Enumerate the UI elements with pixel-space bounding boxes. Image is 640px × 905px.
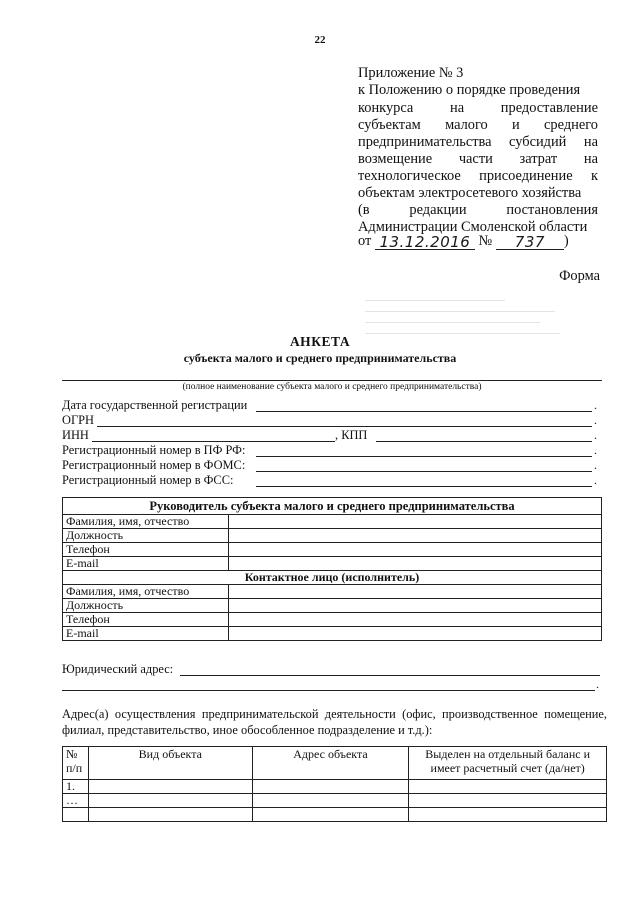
- table-row: [63, 808, 607, 822]
- head-section-header: Руководитель субъекта малого и среднего предпринимательства: [63, 498, 602, 515]
- pfr-label: Регистрационный номер в ПФ РФ:: [62, 443, 246, 457]
- contact-phone-label: Телефон: [63, 613, 229, 627]
- appendix-line: Администрации Смоленской области: [358, 219, 588, 235]
- appendix-line: возмещение части затрат на: [358, 151, 598, 167]
- objects-table: [62, 746, 607, 822]
- anketa-title: АНКЕТА: [289, 334, 351, 349]
- row-address[interactable]: [252, 794, 409, 808]
- appendix-line: конкурса на предоставление: [358, 100, 598, 116]
- row-type[interactable]: [88, 794, 252, 808]
- activity-address-text: Адрес(а) осуществления предпринимательской деятельности (офис, производственное помещение, филиал, представительство, иное обособленное подразделение и т.д.):: [62, 707, 607, 737]
- head-position-value[interactable]: [228, 529, 601, 543]
- handwritten-date: 13.12.2016: [379, 233, 471, 251]
- legal-address-field-2[interactable]: [62, 690, 595, 691]
- contact-email-label: E-mail: [63, 627, 229, 641]
- appendix-line: (в редакции постановления: [358, 202, 598, 218]
- foms-field[interactable]: [256, 471, 592, 472]
- contact-fio-value[interactable]: [228, 585, 601, 599]
- row-number: …: [63, 794, 89, 808]
- col-number-header: № п/п: [63, 747, 89, 780]
- kpp-label: , КПП: [335, 428, 368, 442]
- col-address-header: Адрес объекта: [252, 747, 409, 780]
- anketa-subtitle: субъекта малого и среднего предпринимательства: [183, 351, 457, 365]
- contact-phone-value[interactable]: [228, 613, 601, 627]
- contact-position-label: Должность: [63, 599, 229, 613]
- head-fio-value[interactable]: [228, 515, 601, 529]
- form-label: Форма: [559, 268, 600, 284]
- row-number: 1.: [63, 780, 89, 794]
- contact-email-value[interactable]: [228, 627, 601, 641]
- contacts-table: [62, 497, 602, 641]
- reg-date-field[interactable]: [256, 411, 592, 412]
- inn-label: ИНН: [62, 428, 89, 442]
- head-position-label: Должность: [63, 529, 229, 543]
- contact-fio-label: Фамилия, имя, отчество: [63, 585, 229, 599]
- page-number: 22: [314, 34, 326, 46]
- ogrn-field[interactable]: [97, 426, 592, 427]
- name-note: (полное наименование субъекта малого и среднего предпринимательства): [182, 382, 482, 392]
- appendix-line: субъектам малого и среднего: [358, 117, 598, 133]
- appendix-title: Приложение № 3: [358, 65, 464, 81]
- pfr-field[interactable]: [256, 456, 592, 457]
- legal-address-label: Юридический адрес:: [62, 662, 174, 676]
- col-type-header: Вид объекта: [88, 747, 252, 780]
- ogrn-label: ОГРН: [62, 413, 94, 427]
- legal-address-field[interactable]: [180, 675, 600, 676]
- appendix-line: технологическое присоединение к: [358, 168, 598, 184]
- head-fio-label: Фамилия, имя, отчество: [63, 515, 229, 529]
- contact-section-header: Контактное лицо (исполнитель): [63, 571, 602, 585]
- kpp-field[interactable]: [376, 441, 592, 442]
- head-email-value[interactable]: [228, 557, 601, 571]
- fss-label: Регистрационный номер в ФСС:: [62, 473, 234, 487]
- row-type[interactable]: [88, 780, 252, 794]
- appendix-line: объектам электросетевого хозяйства: [358, 185, 582, 201]
- handwritten-number: 737: [514, 233, 545, 251]
- inn-field[interactable]: [92, 441, 335, 442]
- table-row: [63, 780, 607, 794]
- appendix-line: к Положению о порядке проведения: [358, 82, 581, 98]
- row-balance[interactable]: [409, 794, 607, 808]
- head-phone-label: Телефон: [63, 543, 229, 557]
- appendix-date-line: от 13.12.2016 № 737 ): [358, 233, 569, 251]
- table-row: [63, 794, 607, 808]
- contact-position-value[interactable]: [228, 599, 601, 613]
- reg-date-label: Дата государственной регистрации: [62, 398, 248, 412]
- row-balance[interactable]: [409, 780, 607, 794]
- head-phone-value[interactable]: [228, 543, 601, 557]
- fss-field[interactable]: [256, 486, 592, 487]
- foms-label: Регистрационный номер в ФОМС:: [62, 458, 246, 472]
- col-balance-header: Выделен на отдельный баланс и имеет расчетный счет (да/нет): [409, 747, 607, 780]
- head-email-label: E-mail: [63, 557, 229, 571]
- row-address[interactable]: [252, 780, 409, 794]
- name-input-line[interactable]: [62, 380, 602, 381]
- appendix-line: предпринимательства субсидий на: [358, 134, 598, 150]
